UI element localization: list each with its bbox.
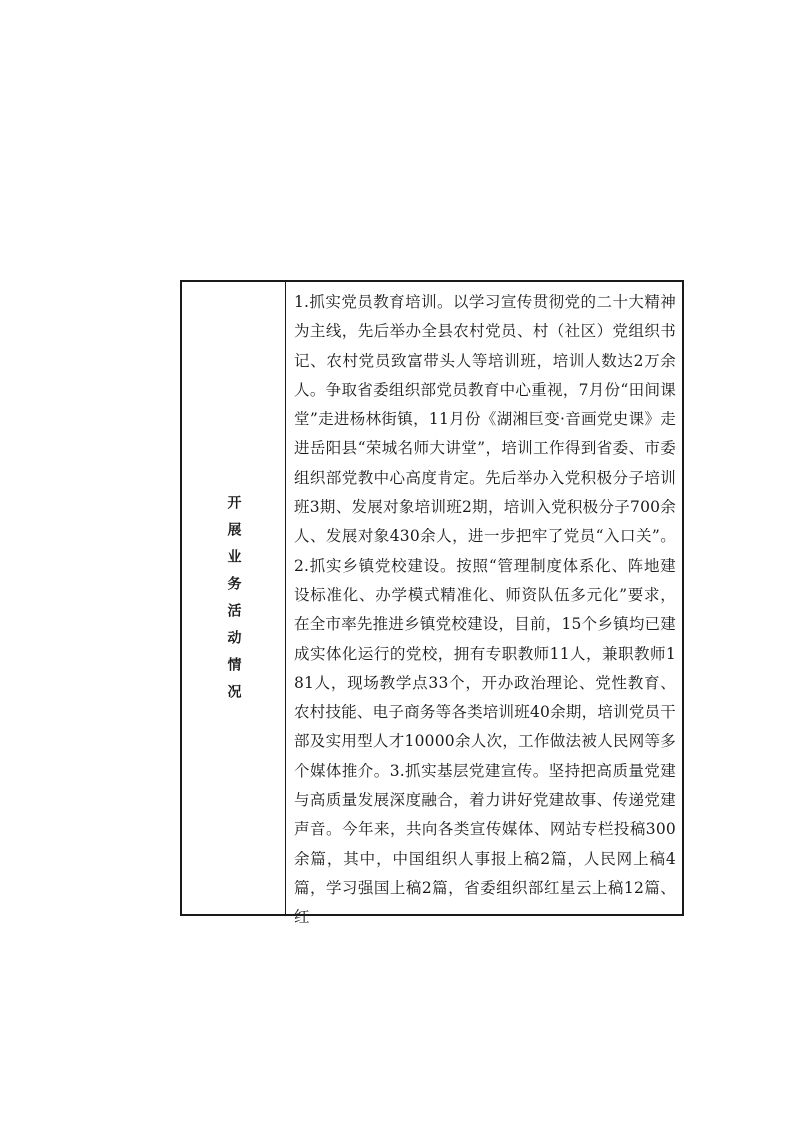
activity-section-label: 开展业务活动情况 [225, 495, 242, 711]
activity-form-table [180, 280, 684, 927]
label-cell [182, 282, 286, 914]
content-cell [286, 282, 682, 927]
activity-description: 1.抓实党员教育培训。以学习宣传贯彻党的二十大精神为主线，先后举办全县农村党员、村（社区）党组织书记、农村党员致富带头人等培训班，培训人数达2万余人。争取省委组织部党员教育中心重视，7月份“田间课堂”走进杨林街镇，11月份《湖湘巨变·音画党史课》走进岳阳县“荣城名师大讲堂”，培训工作得到省委、市委组织部党教中心高度肯定。先后举办入党积极分子培训班3期、发展对象培训班2期，培训入党积极分子700余人、发展对象430余人，进一步把牢了党员“入口关”。 2.抓实乡镇党校建设。按照“管理制度体系化、阵地建设标准化、办学模式精准化、师资队伍多元化”要求，在全市率先推进乡镇党校建设，目前，15个乡镇均已建成实体化运行的党校，拥有专职教师11人，兼职教师181人，现场教学点33个，开办政治理论、党性教育、农村技能、电子商务等各类培训班40余期，培训党员干部及实用型人才10000余人次，工作做法被人民网等多个媒体推介。3.抓实基层党建宣传。坚持把高质量党建与高质量发展深度融合，着力讲好党建故事、传递党建声音。今年来，共向各类宣传媒体、网站专栏投稿300余篇，其中，中国组织人事报上稿2篇，人民网上稿4篇，学习强国上稿2篇，省委组织部红星云上稿12篇、红 [294, 293, 676, 927]
